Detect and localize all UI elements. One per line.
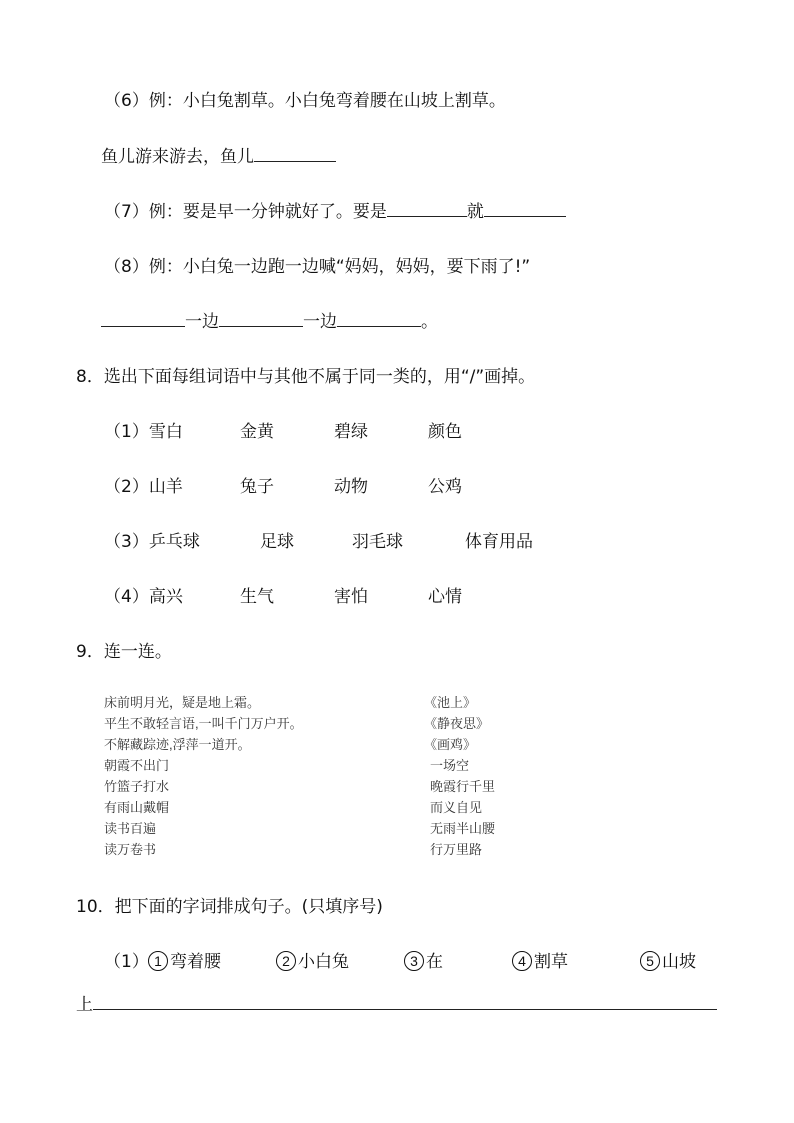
match-right-item[interactable]: 而义自见	[430, 800, 483, 815]
example-6-task	[101, 142, 336, 167]
sentence-item-5	[640, 947, 696, 972]
match-left-item[interactable]: 读万卷书	[104, 842, 157, 857]
item-text: 在	[426, 952, 443, 972]
answer-blank[interactable]	[93, 995, 717, 1010]
group-4-word[interactable]: 生气	[240, 587, 274, 607]
answer-blank[interactable]	[101, 312, 185, 327]
match-right-item[interactable]: 晚霞行千里	[430, 779, 496, 794]
match-right-item[interactable]: 无雨半山腰	[430, 821, 496, 836]
group-1-word[interactable]: 金黄	[240, 422, 274, 442]
match-left-item[interactable]: 朝霞不出门	[104, 758, 170, 773]
answer-blank[interactable]	[219, 312, 303, 327]
sentence-item-1	[148, 947, 221, 972]
sentence-tail: 上	[76, 995, 93, 1015]
circled-number: 4	[512, 951, 532, 971]
example-6-prompt: （6）例：小白兔割草。小白兔弯着腰在山坡上割草。	[104, 91, 506, 111]
circled-number: 1	[148, 951, 168, 971]
example-8-end: 。	[421, 312, 438, 332]
example-6-task-text: 鱼儿游来游去，鱼儿	[101, 147, 254, 167]
item-text: 山坡	[662, 952, 696, 972]
sentence-label: （1）	[104, 952, 149, 972]
question-9-title: 9．连一连。	[76, 642, 172, 662]
group-2-word[interactable]: 动物	[334, 477, 368, 497]
sentence-item-2	[276, 947, 349, 972]
group-4-label: （4）高兴	[104, 587, 183, 607]
example-8-prompt: （8）例：小白兔一边跑一边喊“妈妈，妈妈，要下雨了!”	[104, 257, 531, 277]
answer-blank[interactable]	[484, 202, 566, 217]
item-text: 小白兔	[298, 952, 349, 972]
example-8-word1: 一边	[185, 312, 219, 332]
answer-blank[interactable]	[337, 312, 421, 327]
circled-number: 5	[640, 951, 660, 971]
match-left-item[interactable]: 读书百遍	[104, 821, 157, 836]
sentence-item-3	[404, 947, 443, 972]
sentence-answer-line	[76, 990, 717, 1015]
example-8-word2: 一边	[303, 312, 337, 332]
group-2-label: （2）山羊	[104, 477, 183, 497]
match-right-item[interactable]: 行万里路	[430, 842, 483, 857]
example-7-prompt	[104, 197, 566, 222]
circled-number: 3	[404, 951, 424, 971]
sentence-item-4	[512, 947, 568, 972]
circled-number: 2	[276, 951, 296, 971]
item-text: 割草	[534, 952, 568, 972]
example-7-text: （7）例：要是早一分钟就好了。要是	[104, 202, 387, 222]
match-left-item[interactable]: 平生不敢轻言语,一叫千门万户开。	[104, 716, 303, 731]
match-left-item[interactable]: 有雨山戴帽	[104, 800, 170, 815]
group-1-word[interactable]: 碧绿	[334, 422, 368, 442]
group-2-word[interactable]: 公鸡	[428, 477, 462, 497]
example-7-mid: 就	[466, 202, 484, 222]
group-3-word[interactable]: 足球	[260, 532, 294, 552]
group-3-word[interactable]: 体育用品	[465, 532, 533, 552]
answer-blank[interactable]	[387, 202, 467, 217]
group-3-word[interactable]: 羽毛球	[352, 532, 403, 552]
group-1-label: （1）雪白	[104, 422, 183, 442]
group-4-word[interactable]: 害怕	[334, 587, 368, 607]
match-right-item[interactable]: 《静夜思》	[424, 716, 490, 731]
match-left-item[interactable]: 不解藏踪迹,浮萍一道开。	[104, 737, 251, 752]
group-2-word[interactable]: 兔子	[240, 477, 274, 497]
match-right-item[interactable]: 《池上》	[424, 695, 477, 710]
item-text: 弯着腰	[170, 952, 221, 972]
match-left-item[interactable]: 床前明月光，疑是地上霜。	[104, 695, 261, 710]
question-8-title: 8．选出下面每组词语中与其他不属于同一类的，用“/”画掉。	[76, 367, 536, 387]
group-4-word[interactable]: 心情	[428, 587, 462, 607]
match-right-item[interactable]: 一场空	[430, 758, 470, 773]
question-10-title: 10．把下面的字词排成句子。(只填序号)	[76, 897, 383, 917]
match-left-item[interactable]: 竹篮子打水	[104, 779, 170, 794]
group-1-word[interactable]: 颜色	[428, 422, 462, 442]
group-3-label: （3）乒乓球	[104, 532, 200, 552]
answer-blank[interactable]	[254, 147, 336, 162]
example-8-task	[101, 307, 438, 332]
match-right-item[interactable]: 《画鸡》	[424, 737, 477, 752]
